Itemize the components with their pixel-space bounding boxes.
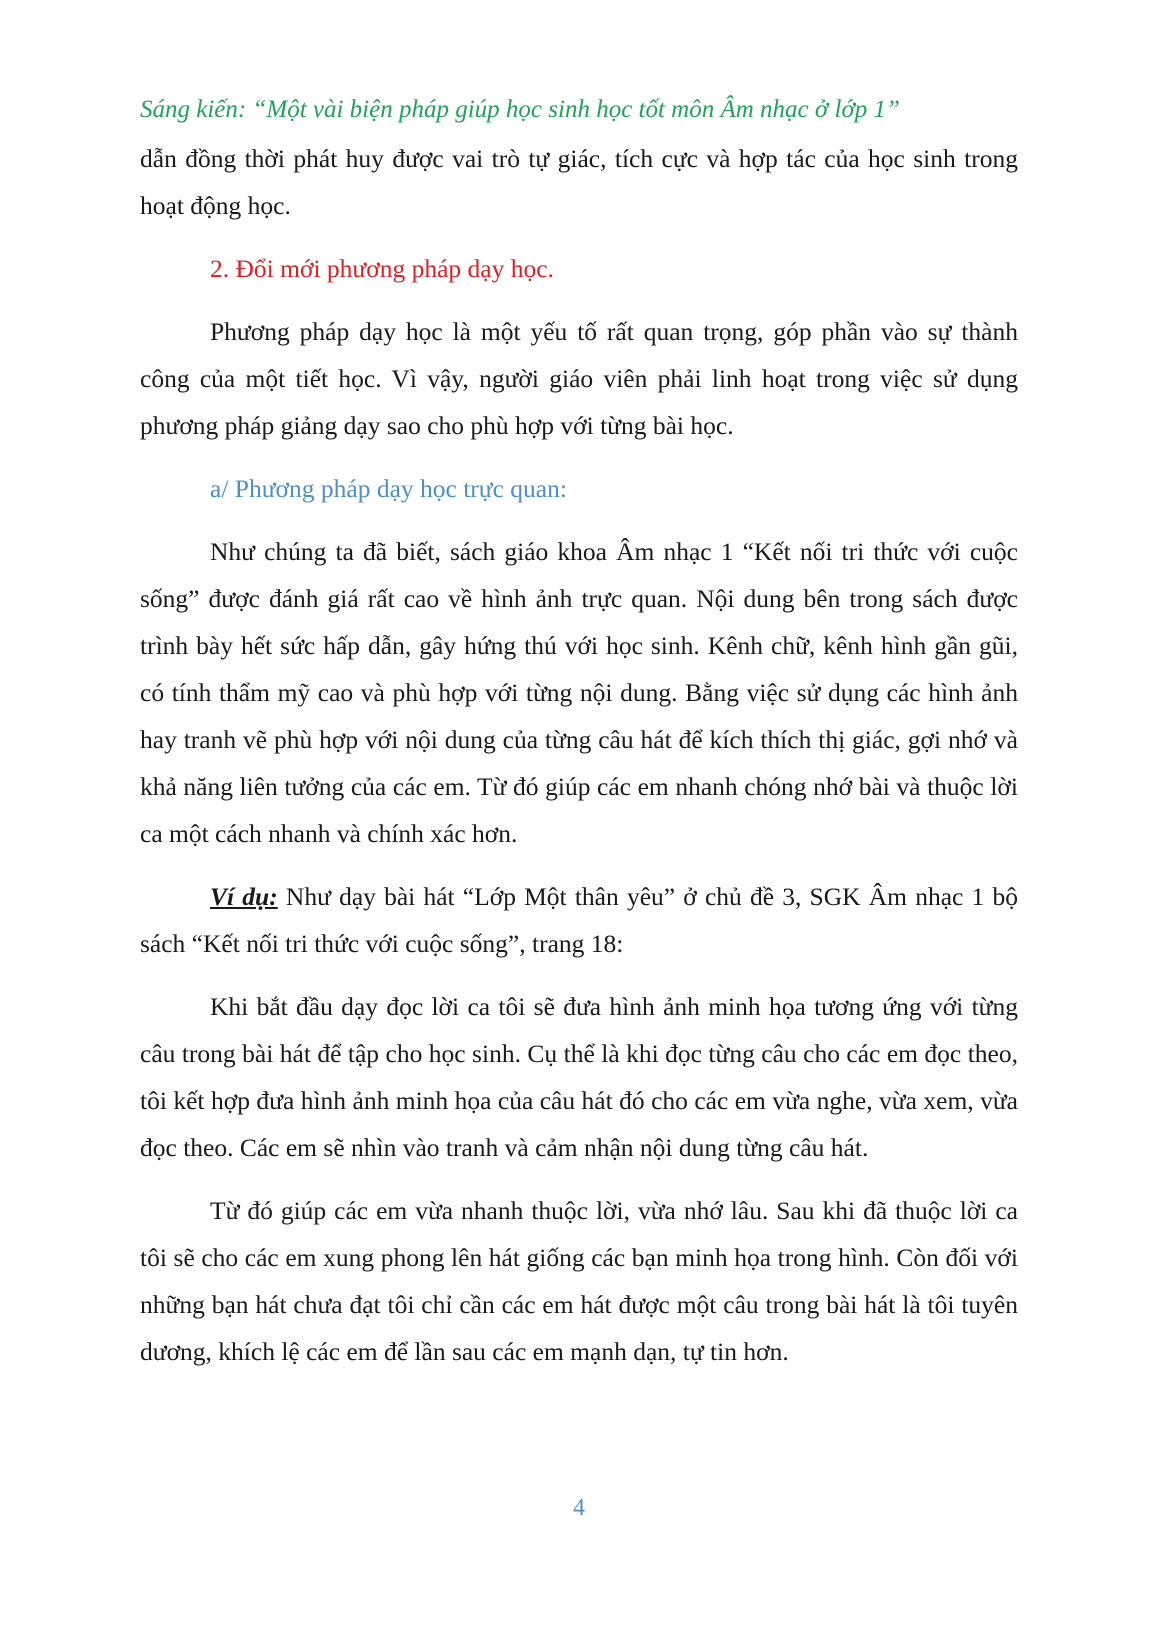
paragraph: Từ đó giúp các em vừa nhanh thuộc lời, vừa nhớ lâu. Sau khi đã thuộc lời ca tôi sẽ cho các em xung phong lên hát giống các bạn minh họa trong hình. Còn đối với những bạn hát chưa đạt tôi chỉ cần các em hát được một câu trong bài hát là tôi tuyên dương, khích lệ các em để lần sau các em mạnh dạn, tự tin hơn. — [140, 1196, 1018, 1366]
example-text: Như dạy bài hát “Lớp Một thân yêu” ở chủ đề 3, SGK Âm nhạc 1 bộ sách “Kết nối tri thức với cuộc sống”, trang 18: — [140, 882, 1018, 958]
example-paragraph — [140, 873, 1018, 967]
document-body — [140, 135, 1018, 1375]
subsection-heading: a/ Phương pháp dạy học trực quan: — [210, 474, 567, 503]
example-label: Ví dụ: — [210, 882, 278, 911]
page-number: 4 — [573, 1495, 585, 1521]
paragraph-continuation: dẫn đồng thời phát huy được vai trò tự giác, tích cực và hợp tác của học sinh trong hoạt động học. — [140, 144, 1018, 220]
paragraph: Như chúng ta đã biết, sách giáo khoa Âm nhạc 1 “Kết nối tri thức với cuộc sống” được đánh giá rất cao về hình ảnh trực quan. Nội dung bên trong sách được trình bày hết sức hấp dẫn, gây hứng thú với học sinh. Kênh chữ, kênh hình gần gũi, có tính thẩm mỹ cao và phù hợp với từng nội dung. Bằng việc sử dụng các hình ảnh hay tranh vẽ phù hợp với nội dung của từng câu hát để kích thích thị giác, gợi nhớ và khả năng liên tưởng của các em. Từ đó giúp các em nhanh chóng nhớ bài và thuộc lời ca một cách nhanh và chính xác hơn. — [140, 537, 1018, 848]
paragraph: Phương pháp dạy học là một yếu tố rất quan trọng, góp phần vào sự thành công của một tiết học. Vì vậy, người giáo viên phải linh hoạt trong việc sử dụng phương pháp giảng dạy sao cho phù hợp với từng bài học. — [140, 317, 1018, 440]
document-header: Sáng kiến: “Một vài biện pháp giúp học sinh học tốt môn Âm nhạc ở lớp 1” — [140, 96, 900, 123]
paragraph: Khi bắt đầu dạy đọc lời ca tôi sẽ đưa hình ảnh minh họa tương ứng với từng câu trong bài hát để tập cho học sinh. Cụ thể là khi đọc từng câu cho các em đọc theo, tôi kết hợp đưa hình ảnh minh họa của câu hát đó cho các em vừa nghe, vừa xem, vừa đọc theo. Các em sẽ nhìn vào tranh và cảm nhận nội dung từng câu hát. — [140, 992, 1018, 1162]
section-heading: 2. Đổi mới phương pháp dạy học. — [210, 254, 554, 283]
